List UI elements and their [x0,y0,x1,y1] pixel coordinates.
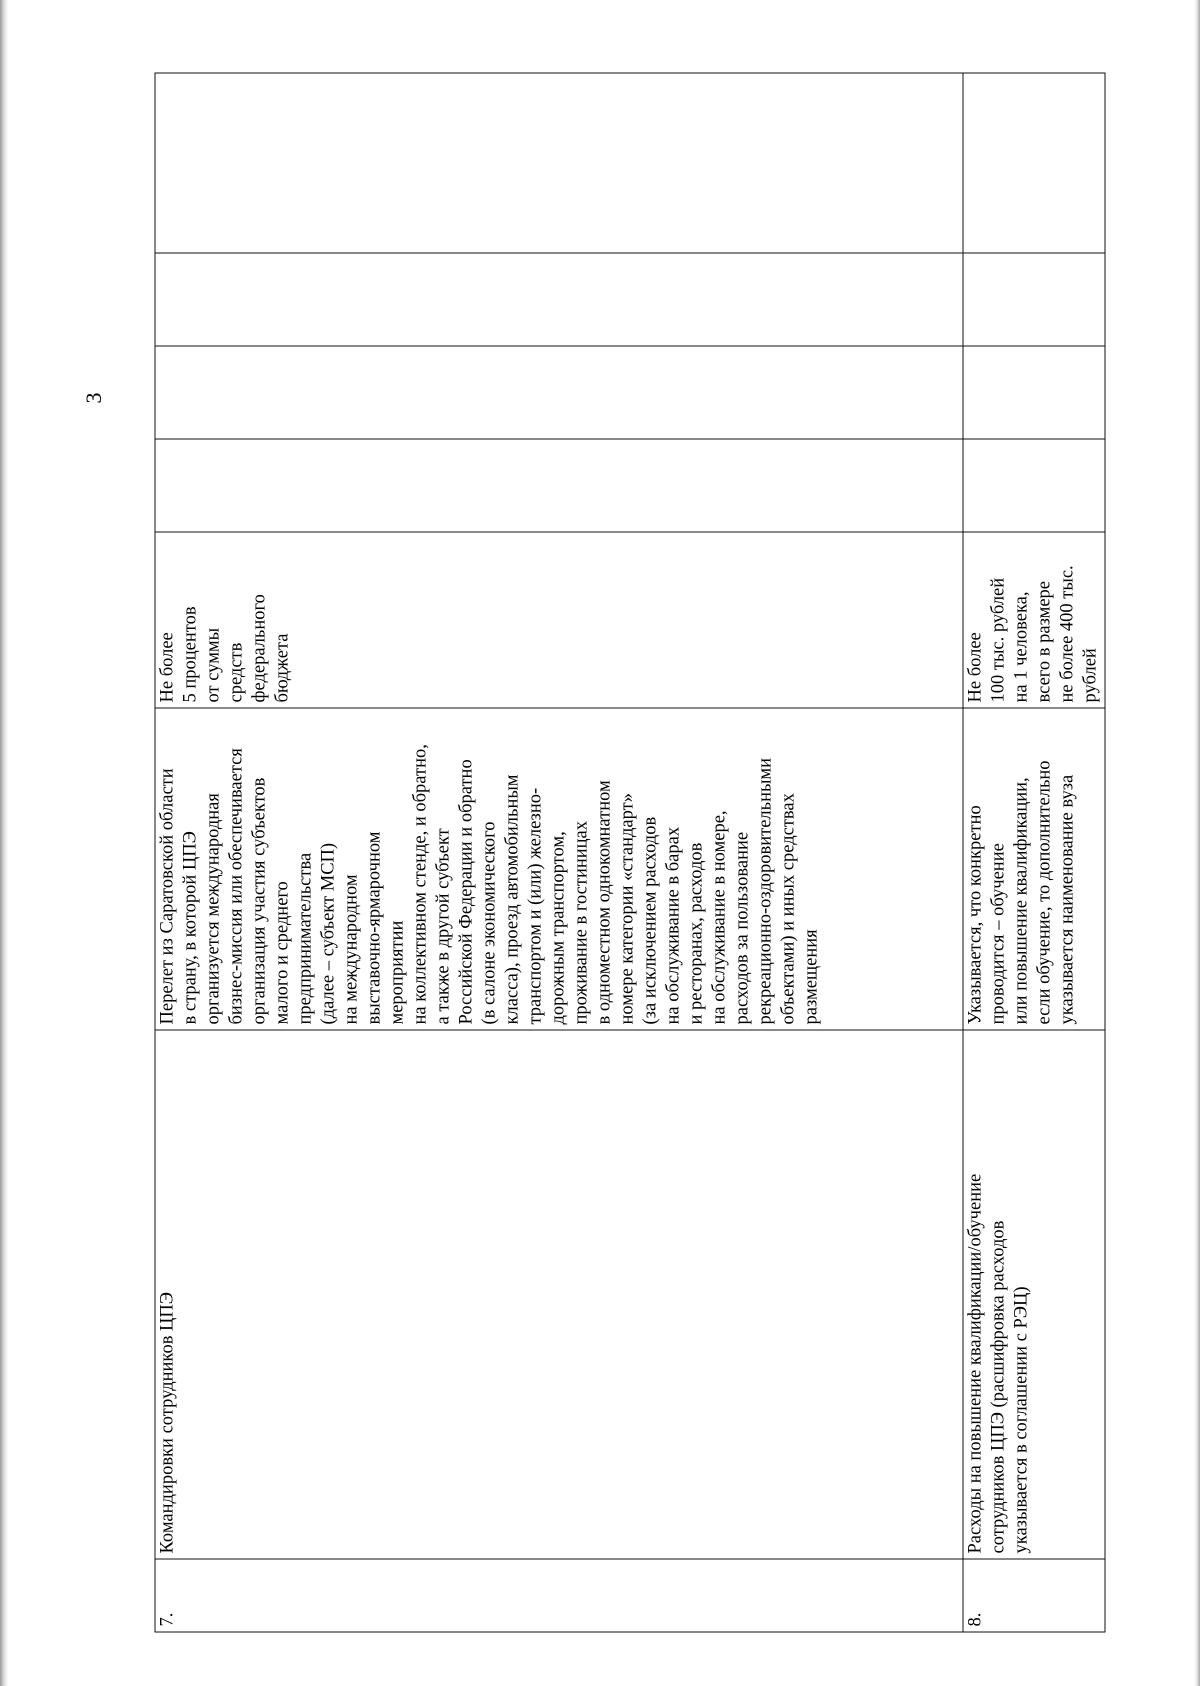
row-number-cell [963,1559,1105,1632]
limit-line: 100 тыс. рублей [988,577,1009,703]
expense-table [155,73,1106,1633]
expense-name-line: сотрудников ЦПЭ (расшифровка расходов [988,1220,1009,1554]
expense-description-cell [963,708,1105,1030]
empty-cell [155,346,963,439]
expense-name-line: Командировки сотрудников ЦПЭ [157,1292,178,1554]
expense-name-line: указывается в соглашении с РЭЦ) [1011,1286,1032,1554]
empty-cell [963,73,1105,253]
description-line: на обслуживание в барах [663,826,684,1025]
description-line: транспортом и (или) железно- [525,787,546,1025]
expense-name-cell [963,1030,1105,1559]
expense-description-cell [155,708,963,1030]
description-line: размещения [801,929,822,1025]
table-row [155,73,963,1632]
page-number: 3 [81,392,106,404]
limit-line: федерального [249,594,270,703]
limit-cell [963,532,1105,708]
description-line: Российской Федерации и обратно [456,759,477,1025]
description-line: в одноместном однокомнатном [594,780,615,1025]
description-line: дорожным транспортом, [548,831,569,1025]
rotated-table-container [155,74,1101,1633]
limit-line: от суммы [203,627,224,703]
description-line: объектами) и иных средствах [778,793,799,1025]
expense-name-line: Расходы на повышение квалификации/обучение [965,1173,986,1554]
scan-edge-left [0,0,8,1686]
description-line: проводится – обучение [988,843,1009,1025]
limit-line: всего в размере [1034,580,1055,703]
description-line: выставочно-ярмарочном [364,831,385,1025]
description-line: в страну, в которой ЦПЭ [180,831,201,1025]
description-line: (за исключением расходов [640,816,661,1025]
description-line: мероприятии [387,920,408,1025]
description-line: если обучение, то дополнительно [1034,760,1055,1025]
limit-cell [155,532,963,708]
empty-cell [963,253,1105,346]
limit-line: не более 400 тыс. [1057,565,1078,703]
row-number: 7. [157,1612,178,1627]
empty-cell [963,346,1105,439]
limit-line: Не более [965,632,986,703]
empty-cell [155,73,963,253]
description-line: (далее – субъект МСП) [318,842,339,1025]
empty-cell [155,439,963,532]
limit-line: рублей [1080,648,1101,703]
limit-line: на 1 человека, [1011,591,1032,703]
description-line: указывается наименование вуза [1057,774,1078,1025]
description-line: (в салоне экономического [479,821,500,1025]
row-number: 8. [965,1612,986,1627]
description-line: или повышение квалификации, [1011,777,1032,1025]
description-line: предпринимательства [295,852,316,1025]
description-line: класса), проезд автомобильным [502,774,523,1025]
scan-edge-right [1194,0,1200,1686]
description-line: проживание в гостиницах [571,820,592,1025]
limit-line: Не более [157,632,178,703]
description-line: на обслуживание в номере, [709,810,730,1025]
description-line: организуется международная [203,793,224,1025]
description-line: Перелет из Саратовской области [157,768,178,1025]
description-line: Указывается, что конкретно [965,805,986,1025]
description-line: на коллективном стенде, и обратно, [410,744,431,1025]
description-line: а также в другой субъект [433,828,454,1025]
description-line: организация участия субъектов [249,777,270,1025]
description-line: малого и среднего [272,881,293,1025]
description-line: рекреационно-оздоровительными [755,757,776,1025]
limit-line: 5 процентов [180,606,201,703]
table-row [963,73,1105,1632]
expense-name-cell [155,1030,963,1559]
description-line: на международном [341,874,362,1025]
description-line: и ресторанах, расходов [686,842,707,1025]
description-line: номере категории «стандарт» [617,793,638,1025]
description-line: бизнес-миссия или обеспечивается [226,748,247,1025]
limit-line: средств [226,642,247,703]
limit-line: бюджета [272,633,293,703]
empty-cell [155,253,963,346]
row-number-cell [155,1559,963,1632]
empty-cell [963,439,1105,532]
description-line: расходов за пользование [732,831,753,1025]
